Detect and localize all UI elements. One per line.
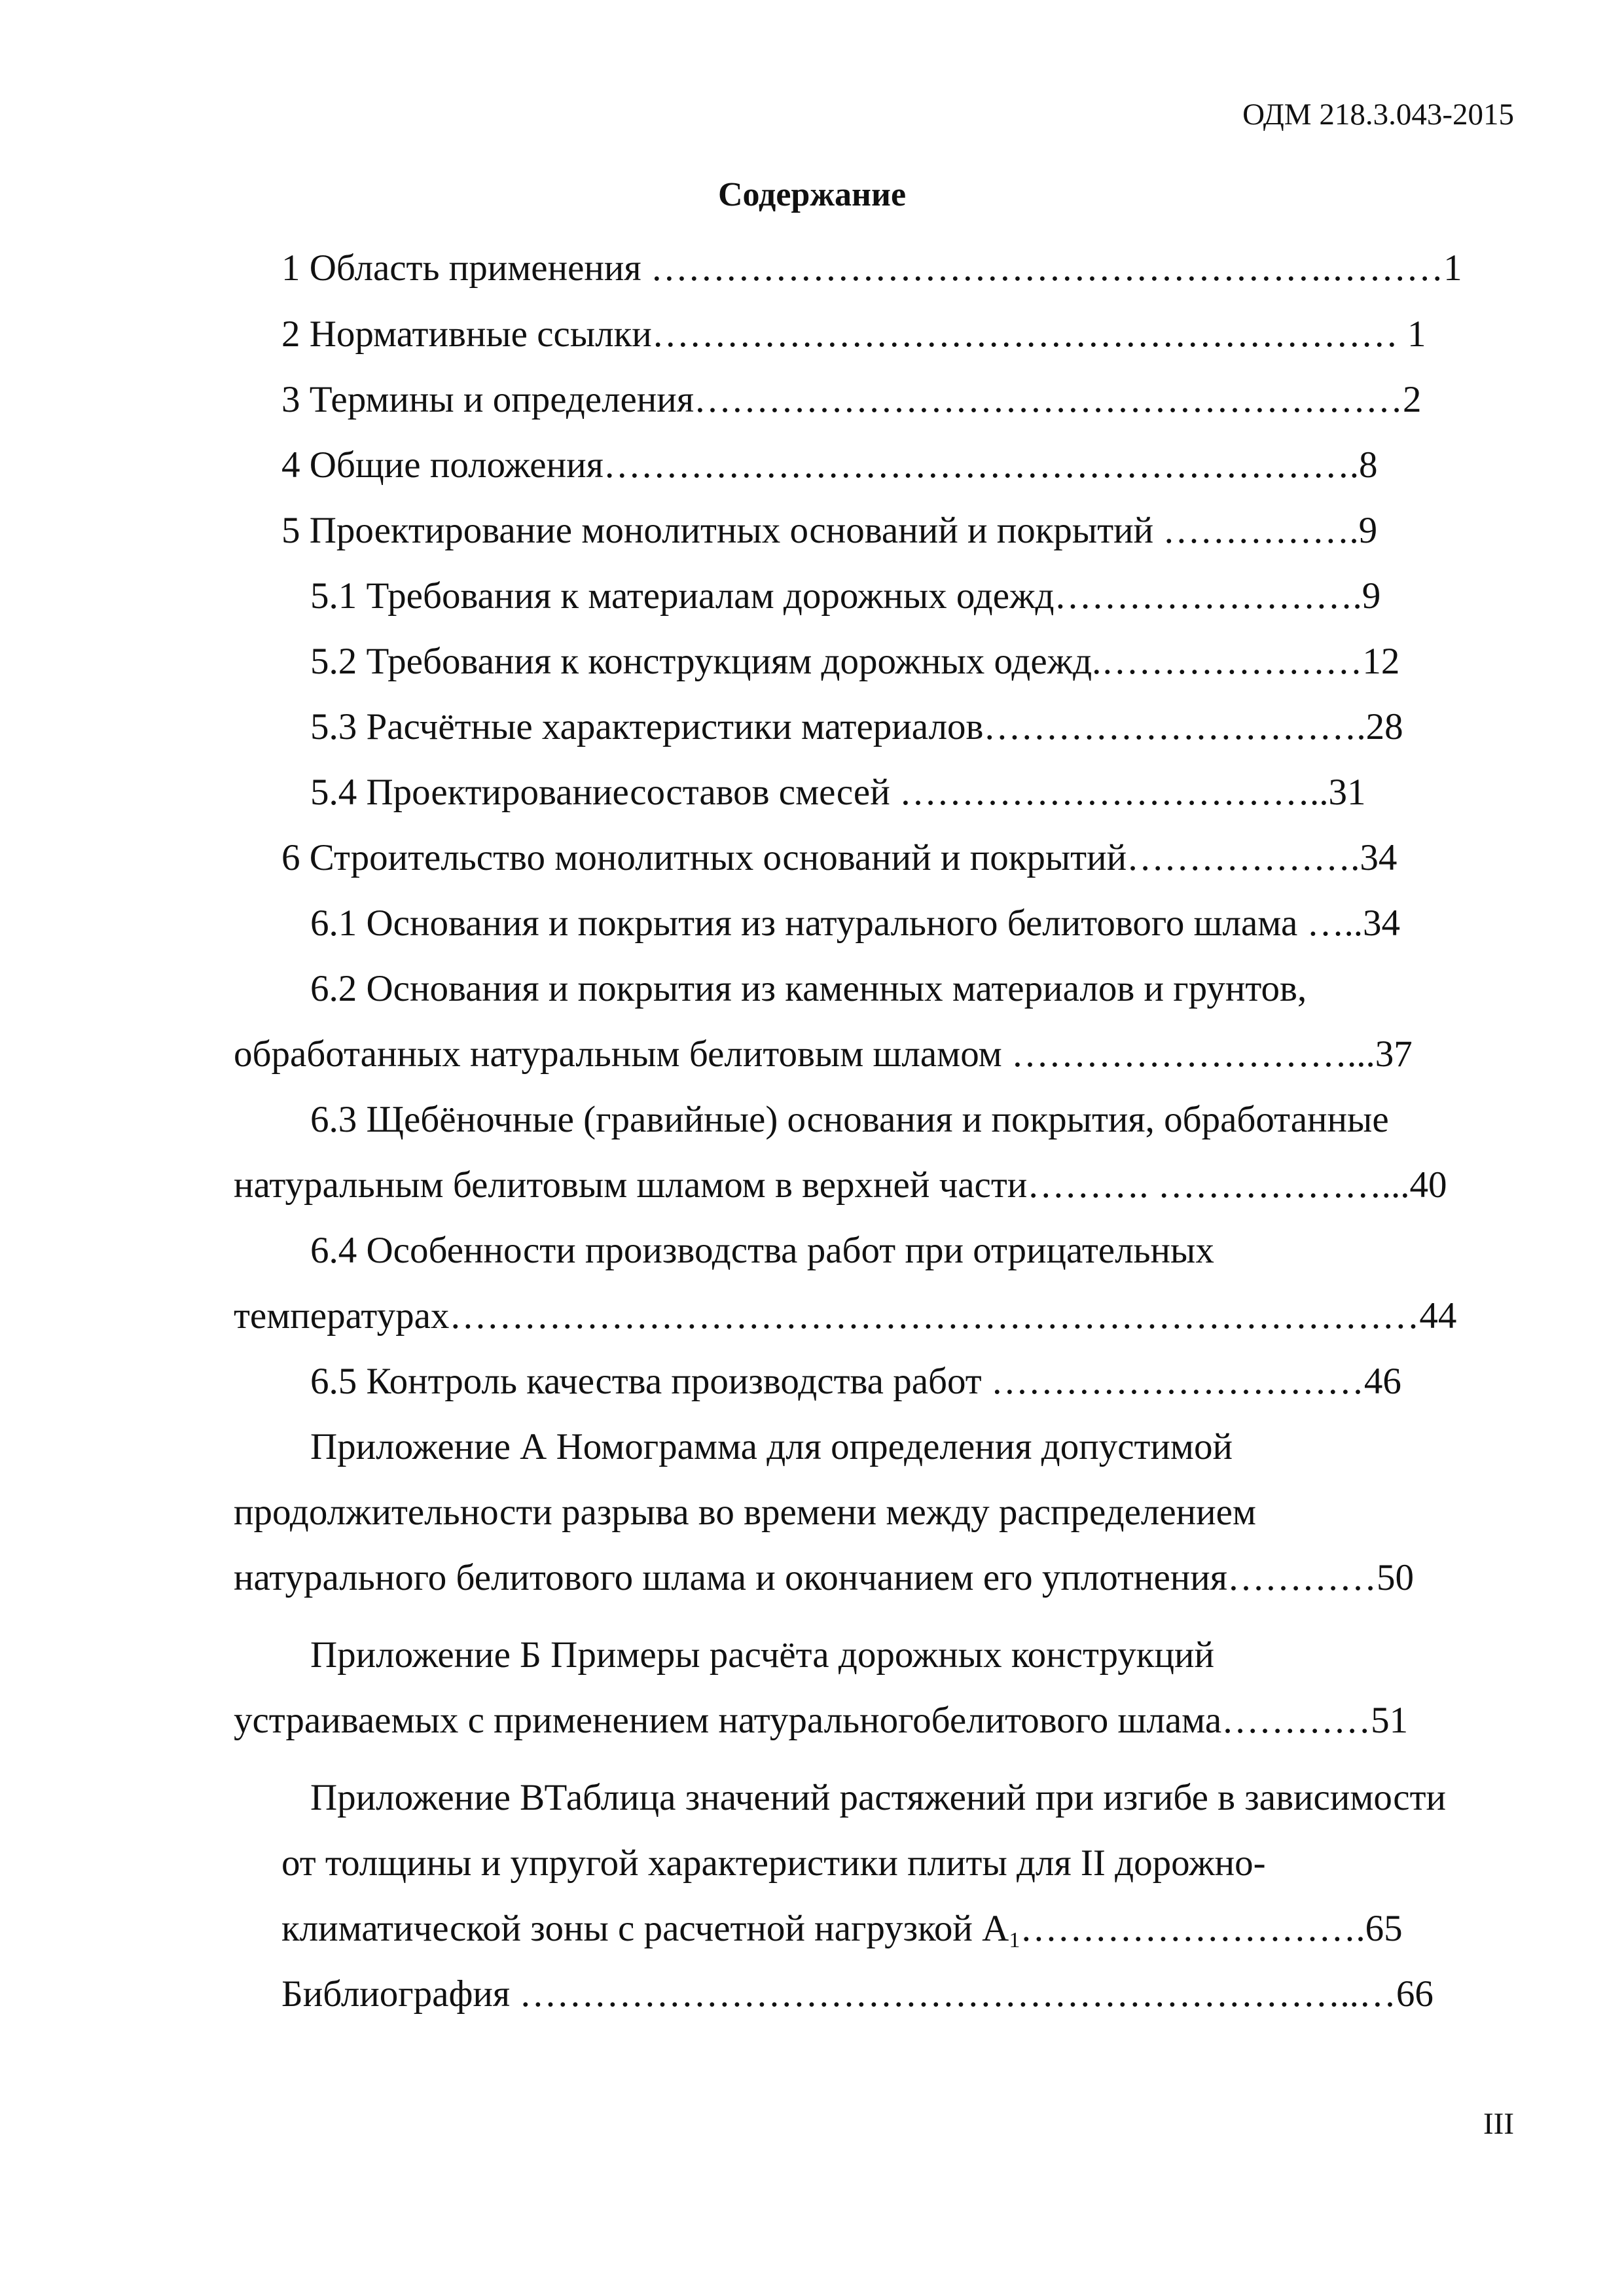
toc-entry-bibliography: Библиография …………………………………………………………..…66 <box>281 1973 1434 2015</box>
toc-entry-6: 6 Строительство монолитных оснований и покрытий……………….34 <box>281 837 1398 878</box>
toc-entry-5-2: 5.2 Требования к конструкциям дорожных одежд.…………………12 <box>310 641 1400 682</box>
toc-entry-appendix-a-cont2: натурального белитового шлама и окончанием его уплотнения…………50 <box>234 1557 1414 1598</box>
toc-entry-6-4-cont: температурах……………………………………………………………………44 <box>234 1295 1457 1336</box>
toc-entry-6-1: 6.1 Основания и покрытия из натурального белитового шлама …..34 <box>310 903 1400 944</box>
toc-entry-appendix-a-cont1: продолжительности разрыва во времени между распределением <box>234 1492 1256 1533</box>
toc-title: Содержание <box>717 176 907 213</box>
toc-entry-appendix-a: Приложение А Номограмма для определения допустимой <box>310 1426 1233 1467</box>
toc-entry-6-2-cont: обработанных натуральным белитовым шламом ………………………...37 <box>234 1033 1413 1075</box>
toc-entry-1: 1 Область применения ……………………………………………….………1 <box>281 247 1462 289</box>
toc-entry-5: 5 Проектирование монолитных оснований и покрытий …………….9 <box>281 510 1378 551</box>
toc-entry-2: 2 Нормативные ссылки…………………………………………………… 1 <box>281 314 1426 355</box>
toc-entry-appendix-b: Приложение Б Примеры расчёта дорожных конструкций <box>310 1634 1214 1676</box>
toc-entry-appendix-v-text: климатической зоны с расчетной нагрузкой А <box>281 1908 1009 1949</box>
toc-entry-5-1: 5.1 Требования к материалам дорожных одежд…………………….9 <box>310 575 1381 617</box>
toc-entry-3: 3 Термины и определения…………………………………………………2 <box>281 379 1422 420</box>
toc-entry-4: 4 Общие положения…………………………………………………….8 <box>281 444 1378 486</box>
toc-entry-appendix-v: Приложение ВТаблица значений растяжений при изгибе в зависимости <box>310 1777 1447 1818</box>
toc-entry-5-4: 5.4 Проектированиесоставов смесей ……………………………..31 <box>310 772 1366 813</box>
toc-entry-6-4: 6.4 Особенности производства работ при отрицательных <box>310 1230 1214 1271</box>
toc-entry-appendix-v-cont2 <box>281 1908 1403 1952</box>
document-code: ОДМ 218.3.043-2015 <box>1242 98 1514 132</box>
toc-entry-6-2: 6.2 Основания и покрытия из каменных материалов и грунтов, <box>310 968 1307 1009</box>
toc-entry-6-3: 6.3 Щебёночные (гравийные) основания и покрытия, обработанные <box>310 1099 1389 1140</box>
subscript-one: 1 <box>1009 1928 1020 1952</box>
toc-entry-appendix-v-page: ……………………….65 <box>1020 1908 1403 1949</box>
toc-entry-6-3-cont: натуральным белитовым шламом в верхней части………. ………………...40 <box>234 1164 1447 1206</box>
toc-entry-6-5: 6.5 Контроль качества производства работ …………………………46 <box>310 1361 1401 1402</box>
toc-entry-5-3: 5.3 Расчётные характеристики материалов………………………….28 <box>310 706 1403 747</box>
page-number: III <box>1483 2107 1514 2141</box>
toc-entry-appendix-b-cont: устраиваемых с применением натуральногобелитового шлама…………51 <box>234 1700 1409 1741</box>
toc-entry-appendix-v-cont1: от толщины и упругой характеристики плиты для II дорожно- <box>281 1842 1266 1884</box>
